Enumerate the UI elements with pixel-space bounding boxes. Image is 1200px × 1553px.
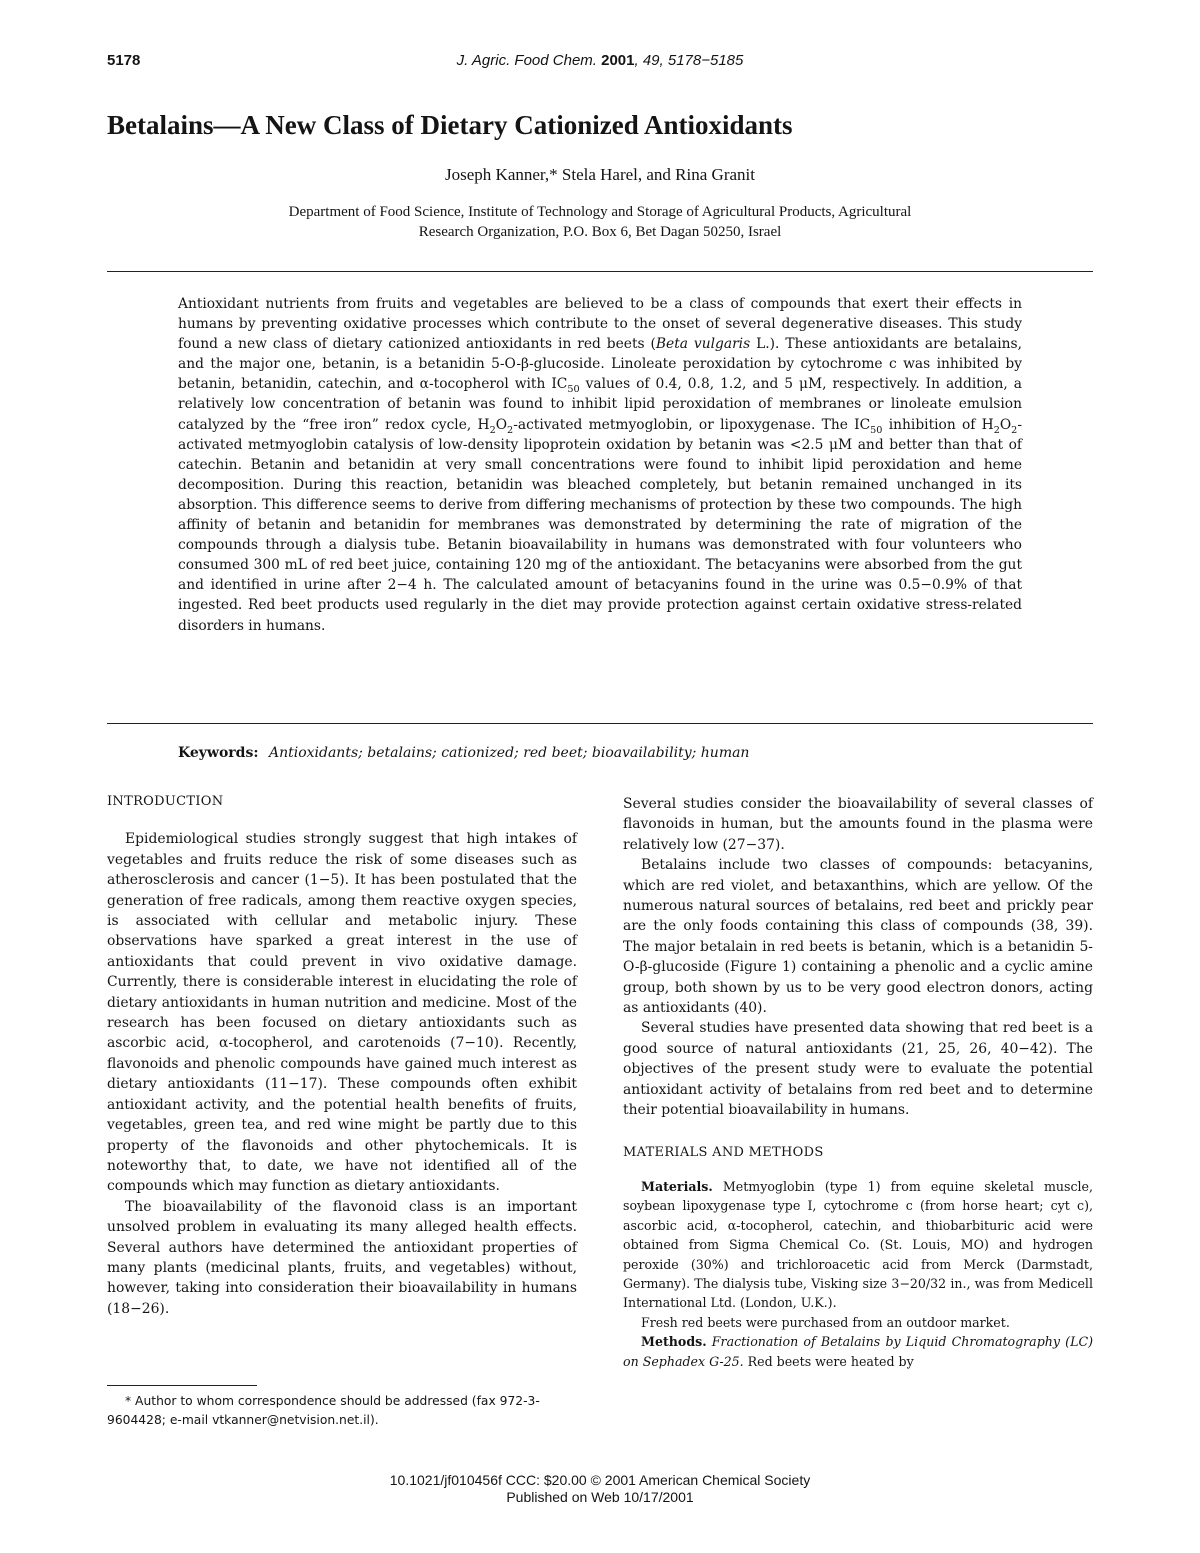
- abstract-text-8: -activated metmyoglobin catalysis of low-density lipoprotein oxidation by betanin was <2.5 μM and better than that of catechin. Betanin and betanidin at very small concentrations were found to inhibit lipid peroxidation and heme decomposition. During this reaction, betanidin was bleached completely, but betanin remained unchanged in its absorption. This difference seems to derive from differing mechanisms of protection by these two compounds. The high affinity of betanin and betanidin for membranes was demonstrated by determining the rate of migration of the compounds through a dialysis tube. Betanin bioavailability in humans was demonstrated with four volunteers who consumed 300 mL of red beet juice, containing 120 mg of the antioxidant. The betacyanins were absorbed from the gut and identified in urine after 2−4 h. The calculated amount of betacyanins found in the urine was 0.5−0.9% of that ingested. Red beet products used regularly in the diet may provide protection against certain oxidative stress-related disorders in humans.: [178, 416, 1022, 634]
- methods-text: Red beets were heated by: [743, 1353, 914, 1369]
- materials-text: Metmyoglobin (type 1) from equine skeletal muscle, soybean lipoxygenase type I, cytochrome c (from horse heart; cyt c), ascorbic acid, α-tocopherol, catechin, and thiobarbituric acid were obtained from Sigma Chemical Co. (St. Louis, MO) and hydrogen peroxide (30%) and trichloroacetic acid from Merck (Darmstadt, Germany). The dialysis tube, Visking size 3−20/32 in., was from Medicell International Ltd. (London, U.K.).: [623, 1178, 1093, 1311]
- abstract-species: Beta vulgaris: [655, 336, 751, 353]
- footnote-divider: [107, 1385, 257, 1386]
- page-footer: [300, 1472, 900, 1506]
- abstract-sub-3: 2: [507, 424, 514, 436]
- affiliation-line-1: Department of Food Science, Institute of Technology and Storage of Agricultural Products, Agricultural: [288, 204, 912, 220]
- divider-bottom: [107, 723, 1093, 724]
- introduction-heading: INTRODUCTION: [107, 794, 224, 809]
- abstract-text-2: L.). These antioxidants are betalains, and the major one, betanin, is a betanidin 5-O-β-glucoside. Linoleate peroxidation by cytochrome c was inhibited by betanin, betanidin, catechin, and α-tocopherol with IC: [178, 336, 1022, 393]
- right-paragraph-1: Several studies consider the bioavailability of several classes of flavonoids in human, but the amounts found in the plasma were relatively low (27−37).: [623, 796, 1093, 853]
- abstract-sub-4: 50: [870, 424, 883, 436]
- left-column: [107, 792, 577, 1319]
- methods-label: Methods.: [641, 1334, 707, 1350]
- divider-top: [107, 271, 1093, 272]
- abstract-sub-2: 2: [489, 424, 496, 436]
- abstract-sub-1: 50: [567, 384, 580, 396]
- footer-published: Published on Web 10/17/2001: [506, 1489, 694, 1505]
- fresh-beets-paragraph: Fresh red beets were purchased from an outdoor market.: [641, 1314, 1010, 1330]
- right-paragraph-2: Betalains include two classes of compounds: betacyanins, which are red violet, and betaxanthins, which are yellow. Of the numerous natural sources of betalains, red beet and prickly pear are the only foods containing this class of compounds (38, 39). The major betalain in red beets is betanin, which is a betanidin 5-O-β-glucoside (Figure 1) containing a phenolic and a cyclic amine group, both shown by us to be very good electron donors, acting as antioxidants (40).: [623, 857, 1093, 1017]
- abstract-text-3: values of 0.4, 0.8, 1.2, and 5 μM, respectively. In addition, a relatively low concentration of betanin was found to inhibit lipid peroxidation of membranes or linoleate emulsion catalyzed by the “free iron” redox cycle, H: [178, 376, 1022, 433]
- keywords-value: Antioxidants; betalains; cationized; red beet; bioavailability; human: [268, 745, 750, 761]
- journal-name: J. Agric. Food Chem.: [456, 52, 597, 69]
- methods-subheading: Fractionation of Betalains by Liquid Chromatography (LC) on Sephadex G-25.: [623, 1334, 1093, 1369]
- abstract: [178, 294, 1022, 636]
- article-title: Betalains—A New Class of Dietary Cationized Antioxidants: [107, 110, 793, 140]
- introduction-paragraph-2: The bioavailability of the flavonoid class is an important unsolved problem in evaluating its many alleged health effects. Several authors have determined the antioxidant properties of many plants (medicinal plants, fruits, and vegetables) without, however, taking into consideration their bioavailability in humans (18−26).: [107, 1198, 577, 1317]
- abstract-text-7: O: [999, 416, 1012, 433]
- journal-volume-pages: , 49, 5178−5185: [634, 52, 744, 69]
- abstract-text-6: inhibition of H: [882, 416, 994, 433]
- affiliation-line-2: Research Organization, P.O. Box 6, Bet Dagan 50250, Israel: [418, 224, 782, 240]
- keywords-label: Keywords:: [178, 745, 259, 761]
- page-number: 5178: [107, 52, 141, 69]
- methods-paragraph: [623, 1332, 1093, 1371]
- keywords: [178, 745, 1022, 761]
- journal-year: 2001: [601, 52, 635, 69]
- abstract-text-5: -activated metmyoglobin, or lipoxygenase. The IC: [513, 416, 871, 433]
- running-header: [107, 52, 1093, 72]
- materials-paragraph: [623, 1177, 1093, 1313]
- introduction-paragraph-1: Epidemiological studies strongly suggest that high intakes of vegetables and fruits reduce the risk of some diseases such as atherosclerosis and cancer (1−5). It has been postulated that the generation of free radicals, among them reactive oxygen species, is associated with cellular and metabolic injury. These observations have sparked a great interest in the use of antioxidants that could prevent in vivo oxidative damage. Currently, there is considerable interest in elucidating the role of dietary antioxidants in human nutrition and medicine. Most of the research has been focused on dietary antioxidants such as ascorbic acid, α-tocopherol, and carotenoids (7−10). Recently, flavonoids and phenolic compounds have gained much interest as dietary antioxidants (11−17). These compounds often exhibit antioxidant activity, and the potential health benefits of fruits, vegetables, green tea, and red wine might be partly due to this property of the flavonoids and other phytochemicals. It is noteworthy that, to date, we have not identified all of the compounds which may function as dietary antioxidants.: [107, 831, 577, 1195]
- abstract-sub-5: 2: [993, 424, 1000, 436]
- materials-methods-heading: MATERIALS AND METHODS: [623, 1144, 824, 1160]
- right-paragraph-3: Several studies have presented data showing that red beet is a good source of natural antioxidants (21, 25, 26, 40−42). The objectives of the present study were to evaluate the potential antioxidant activity of betalains from red beet and to determine their potential bioavailability in humans.: [623, 1020, 1093, 1119]
- abstract-sub-6: 2: [1011, 424, 1018, 436]
- journal-citation: [107, 52, 1093, 69]
- author-affiliation: [160, 202, 1040, 242]
- materials-label: Materials.: [641, 1178, 713, 1194]
- article-authors: Joseph Kanner,* Stela Harel, and Rina Granit: [445, 165, 755, 184]
- footer-doi: 10.1021/jf010456f CCC: $20.00 © 2001 American Chemical Society: [389, 1472, 811, 1488]
- right-column: [623, 794, 1093, 1371]
- abstract-text-4: O: [495, 416, 508, 433]
- abstract-text-1: Antioxidant nutrients from fruits and vegetables are believed to be a class of compounds that exert their effects in humans by preventing oxidative processes which contribute to the onset of several degenerative diseases. This study found a new class of dietary cationized antioxidants in red beets (: [178, 296, 1022, 353]
- correspondence-footnote: * Author to whom correspondence should be addressed (fax 972-3-9604428; e-mail vtkanner@netvision.net.il).: [107, 1394, 540, 1427]
